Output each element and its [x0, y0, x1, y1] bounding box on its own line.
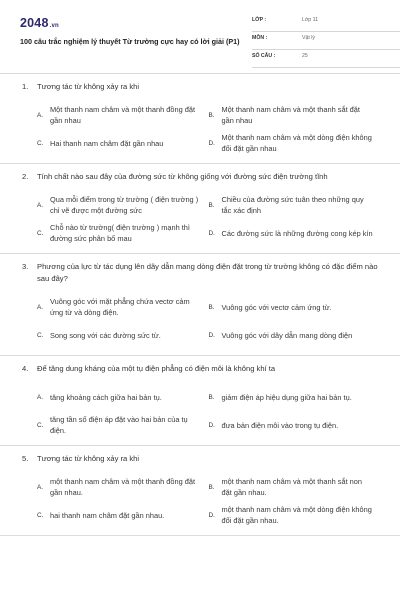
- question-text: [22, 363, 380, 375]
- option-text: Song song với các đường sức từ.: [50, 330, 161, 340]
- option-letter: A.: [37, 303, 44, 311]
- option-letter: D.: [208, 139, 215, 147]
- option-row: [37, 383, 380, 411]
- option-b[interactable]: [209, 104, 381, 126]
- option-text: Vuông góc với vectơ cảm ứng từ.: [221, 302, 332, 312]
- option-a[interactable]: [37, 296, 209, 318]
- option-text: tăng tần số điện áp đặt vào hai bản của tụ điện.: [50, 415, 188, 435]
- logo-suffix-text: .vn: [49, 23, 59, 29]
- option-letter: D.: [208, 511, 215, 519]
- question-item: [0, 74, 400, 164]
- option-row: [37, 129, 380, 157]
- question-text: [22, 261, 380, 285]
- option-letter: C.: [37, 229, 44, 237]
- question-number: 3.: [22, 262, 29, 271]
- option-row: [37, 101, 380, 129]
- worksheet-header: [20, 14, 380, 70]
- meta-row-question-count: [252, 50, 400, 68]
- question-number: 4.: [22, 364, 29, 373]
- option-c[interactable]: [37, 222, 209, 244]
- option-text: Một thanh nam châm và một dòng điện không đổi đặt gần nhau: [221, 133, 372, 153]
- option-letter: D.: [208, 331, 215, 339]
- option-a[interactable]: [37, 194, 209, 216]
- option-text: một thanh nam châm và một thanh đồng đặt gần nhau.: [50, 477, 196, 497]
- logo-main-text: 2048: [20, 16, 49, 30]
- option-text: Các đường sức là những đường cong kép kín: [221, 228, 373, 238]
- option-text: Chiều của đường sức tuân theo những quy tắc xác định: [221, 195, 364, 215]
- option-d[interactable]: [209, 132, 381, 154]
- option-d[interactable]: [209, 228, 381, 239]
- option-letter: B.: [208, 201, 215, 209]
- question-item: [0, 164, 400, 254]
- option-row: [37, 191, 380, 219]
- option-row: [37, 411, 380, 439]
- option-text: Hai thanh nam châm đặt gần nhau: [50, 138, 164, 148]
- option-row: [37, 473, 380, 501]
- meta-row-subject: [252, 32, 400, 50]
- question-stem: Tính chất nào sau đây của đường sức từ không giống với đường sức điện trường tĩnh: [37, 172, 328, 181]
- option-letter: B.: [208, 303, 215, 311]
- option-text: Chỗ nào từ trường( điện trường ) mạnh thì đường sức phân bố mau: [50, 223, 190, 243]
- option-text: Vuông góc với mặt phẳng chứa vectơ cảm ứng từ và dòng điện.: [50, 297, 190, 317]
- question-item: [0, 254, 400, 356]
- meta-label: LỚP :: [252, 17, 267, 23]
- answer-options: [22, 465, 380, 535]
- meta-value: 25: [302, 53, 308, 59]
- question-item: [0, 446, 400, 536]
- option-letter: C.: [37, 511, 44, 519]
- option-row: [37, 219, 380, 247]
- meta-value: Lớp 11: [302, 17, 318, 23]
- meta-label: SỐ CÂU :: [252, 53, 276, 59]
- answer-options: [22, 285, 380, 355]
- question-item: [0, 356, 400, 446]
- meta-row-class: [252, 14, 400, 32]
- option-letter: C.: [37, 331, 44, 339]
- meta-value: Vật lý: [302, 35, 315, 41]
- option-letter: B.: [208, 393, 215, 401]
- option-letter: A.: [37, 111, 44, 119]
- site-logo[interactable]: [20, 16, 59, 30]
- option-b[interactable]: [209, 194, 381, 216]
- document-title: 100 câu trắc nghiệm lý thuyết Từ trường cực hay có lời giải (P1): [20, 37, 240, 46]
- question-text: [22, 171, 380, 183]
- option-d[interactable]: [209, 420, 381, 431]
- option-text: Vuông góc với dây dẫn mang dòng điện: [221, 330, 353, 340]
- option-text: Qua mỗi điểm trong từ trường ( điện trường ) chỉ vẽ được một đường sức: [50, 195, 199, 215]
- option-text: tăng khoảng cách giữa hai bản tụ.: [50, 392, 162, 402]
- question-stem: Để tăng dung kháng của một tụ điện phẳng có điện môi là không khí ta: [37, 364, 276, 373]
- question-text: [22, 453, 380, 465]
- option-row: [37, 501, 380, 529]
- question-stem: Phương của lực từ tác dụng lên dây dẫn mang dòng điện đặt trong từ trường không có đặc điểm nào sau đây?: [37, 262, 378, 283]
- question-number: 5.: [22, 454, 29, 463]
- option-text: một thanh nam châm và một thanh sắt non đặt gần nhau.: [221, 477, 363, 497]
- option-a[interactable]: [37, 104, 209, 126]
- option-b[interactable]: [209, 302, 381, 313]
- answer-options: [22, 93, 380, 163]
- option-d[interactable]: [209, 504, 381, 526]
- option-letter: D.: [208, 229, 215, 237]
- option-b[interactable]: [209, 476, 381, 498]
- option-text: Một thanh nam châm và một thanh sắt đặt gần nhau: [221, 105, 360, 125]
- option-text: Một thanh nam châm và một thanh đồng đặt gần nhau: [50, 105, 196, 125]
- option-a[interactable]: [37, 476, 209, 498]
- answer-options: [22, 375, 380, 445]
- option-letter: C.: [37, 139, 44, 147]
- option-d[interactable]: [209, 330, 381, 341]
- option-letter: A.: [37, 483, 44, 491]
- option-letter: B.: [208, 111, 215, 119]
- question-stem: Tương tác từ không xảy ra khi: [37, 82, 140, 91]
- option-c[interactable]: [37, 414, 209, 436]
- option-letter: A.: [37, 201, 44, 209]
- option-letter: C.: [37, 421, 44, 429]
- option-text: giảm điện áp hiệu dụng giữa hai bản tụ.: [221, 392, 352, 402]
- option-a[interactable]: [37, 392, 209, 403]
- meta-info: [252, 14, 400, 68]
- option-row: [37, 321, 380, 349]
- answer-options: [22, 183, 380, 253]
- option-c[interactable]: [37, 138, 209, 149]
- question-text: [22, 81, 380, 93]
- option-c[interactable]: [37, 510, 209, 521]
- meta-label: MÔN :: [252, 35, 268, 41]
- question-list: [0, 74, 400, 536]
- option-c[interactable]: [37, 330, 209, 341]
- option-text: hai thanh nam châm đặt gần nhau.: [50, 510, 165, 520]
- question-number: 1.: [22, 82, 29, 91]
- question-stem: Tương tác từ không xảy ra khi: [37, 454, 140, 463]
- option-b[interactable]: [209, 392, 381, 403]
- option-text: đưa bản điện môi vào trong tụ điện.: [221, 420, 339, 430]
- option-letter: D.: [208, 421, 215, 429]
- question-number: 2.: [22, 172, 29, 181]
- option-row: [37, 293, 380, 321]
- option-letter: A.: [37, 393, 44, 401]
- option-text: một thanh nam châm và một dòng điện không đổi đặt gần nhau.: [221, 505, 372, 525]
- option-letter: B.: [208, 483, 215, 491]
